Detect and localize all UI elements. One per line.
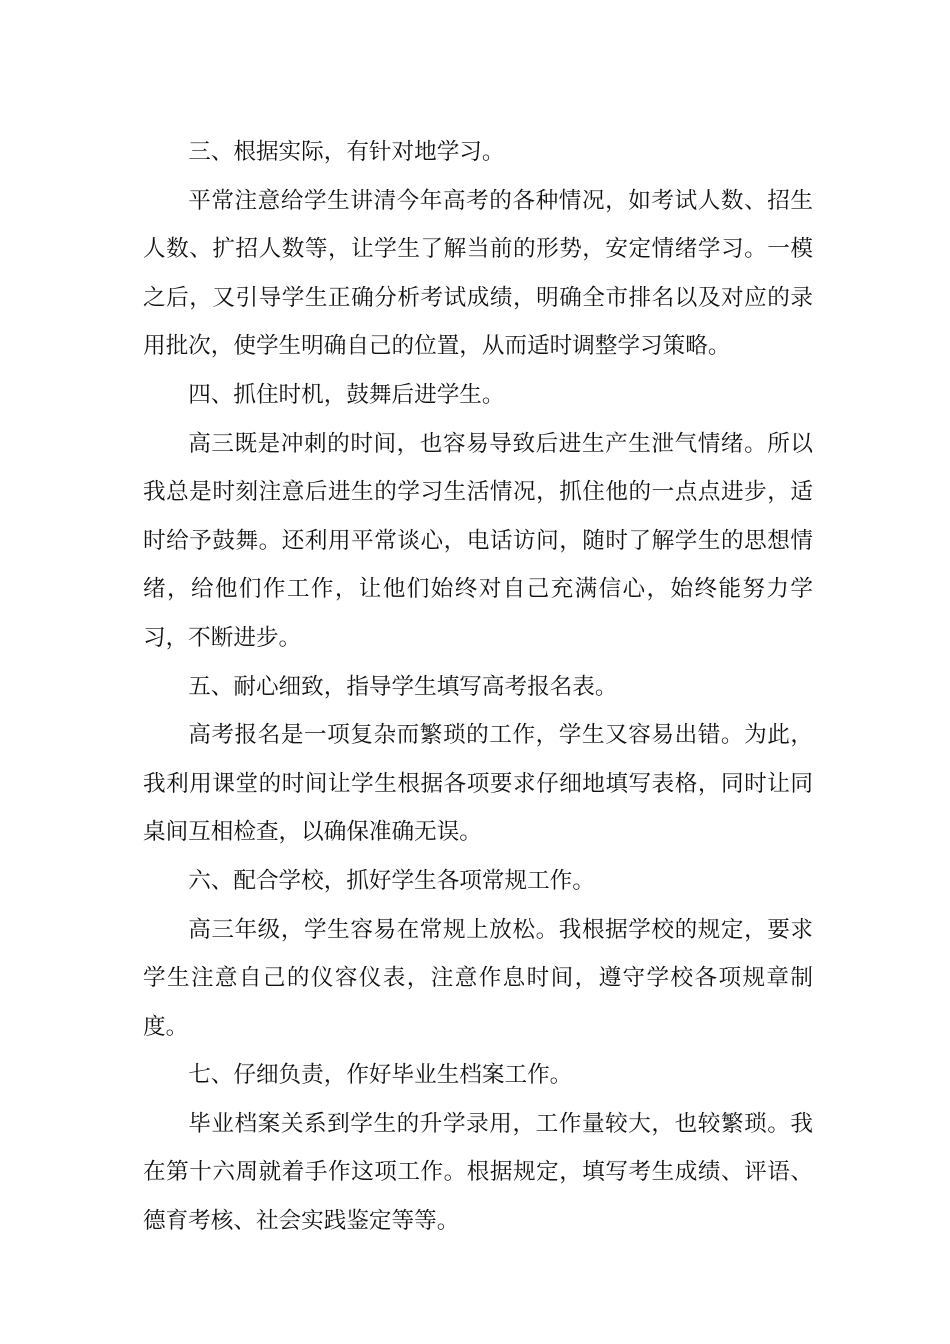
section-heading-5: 五、耐心细致，指导学生填写高考报名表。 xyxy=(188,673,618,700)
paragraph-exam-situation: 平常注意给学生讲清今年高考的各种情况，如考试人数、招生人数、扩招人数等，让学生了解当前的形势，安定情绪学习。一模之后，又引导学生正确分析考试成绩，明确全市排名以及对应的录用批次，使学生明确自己的位置，从而适时调整学习策略。 xyxy=(143,187,813,360)
paragraph-encourage-students: 高三既是冲刺的时间，也容易导致后进生产生泄气情绪。所以我总是时刻注意后进生的学习生活情况，抓住他的一点点进步，适时给予鼓舞。还利用平常谈心，电话访问，随时了解学生的思想情绪，给他们作工作，让他们始终对自己充满信心，始终能努力学习，不断进步。 xyxy=(143,430,813,651)
section-heading-7: 七、仔细负责，作好毕业生档案工作。 xyxy=(188,1062,573,1089)
paragraph-registration-form: 高考报名是一项复杂而繁琐的工作，学生又容易出错。为此，我利用课堂的时间让学生根据各项要求仔细地填写表格，同时让同桌间互相检查，以确保准确无误。 xyxy=(143,722,813,846)
section-heading-6: 六、配合学校，抓好学生各项常规工作。 xyxy=(188,867,595,894)
document-body xyxy=(143,128,813,1246)
paragraph-routine-work: 高三年级，学生容易在常规上放松。我根据学校的规定，要求学生注意自己的仪容仪表，注意作息时间，遵守学校各项规章制度。 xyxy=(143,916,813,1040)
section-heading-4: 四、抓住时机，鼓舞后进学生。 xyxy=(188,381,505,408)
section-heading-3: 三、根据实际，有针对地学习。 xyxy=(188,139,505,165)
paragraph-graduate-archives: 毕业档案关系到学生的升学录用，工作量较大，也较繁琐。我在第十六周就着手作这项工作。根据规定，填写考生成绩、评语、德育考核、社会实践鉴定等等。 xyxy=(143,1110,813,1235)
